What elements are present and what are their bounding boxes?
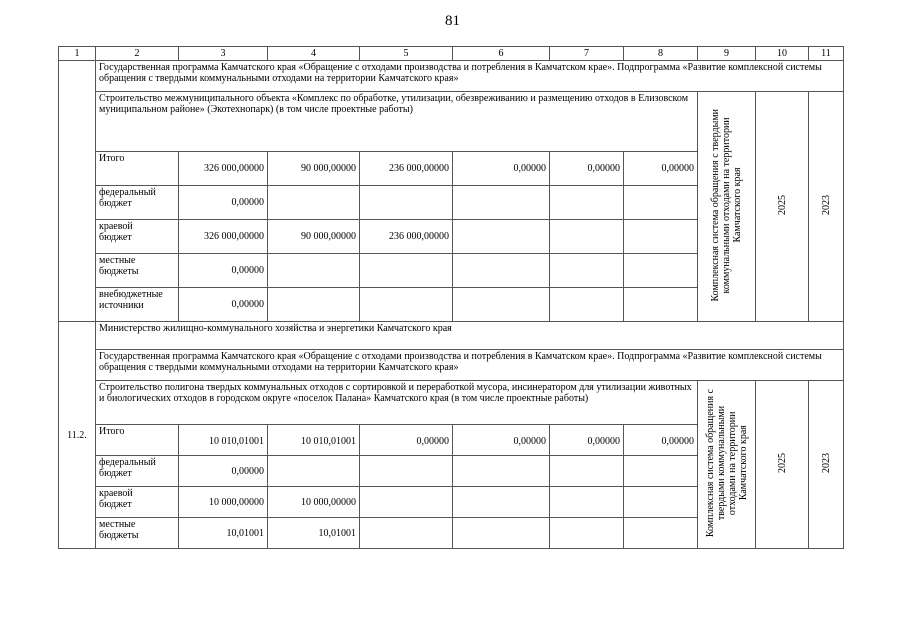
end-year-cell — [756, 92, 809, 322]
object-cell: Строительство полигона твердых коммунальных отходов с сортировкой и переработкой мусора, инсинератором для утилизации животных и биологических отходов в городском округе «поселок Палана» Камчатского края (в том числе проектные работы) — [96, 381, 698, 425]
value-cell: 10 000,00000 — [179, 487, 268, 518]
index-cell: 11.2. — [59, 322, 96, 549]
value-cell — [624, 220, 698, 254]
value-cell — [453, 186, 550, 220]
end-year-text: 2025 — [776, 453, 788, 473]
value-cell: 10 010,01001 — [268, 425, 360, 456]
header-cell: 9 — [698, 47, 756, 61]
header-cell: 11 — [809, 47, 844, 61]
row-label: краевой бюджет — [96, 487, 179, 518]
value-cell — [453, 456, 550, 487]
program-row — [59, 61, 844, 92]
row-label: Итого — [96, 152, 179, 186]
value-cell — [624, 288, 698, 322]
value-cell — [550, 254, 624, 288]
start-year-text: 2023 — [820, 195, 832, 215]
value-cell: 0,00000 — [179, 254, 268, 288]
row-label: федеральный бюджет — [96, 186, 179, 220]
value-cell: 0,00000 — [179, 288, 268, 322]
value-cell: 90 000,00000 — [268, 220, 360, 254]
value-cell — [550, 288, 624, 322]
object-row — [59, 92, 844, 152]
value-cell: 10 000,00000 — [268, 487, 360, 518]
value-cell: 0,00000 — [453, 152, 550, 186]
value-cell: 10,01001 — [268, 518, 360, 549]
value-cell — [268, 254, 360, 288]
row-label: федеральный бюджет — [96, 456, 179, 487]
value-cell: 236 000,00000 — [360, 152, 453, 186]
end-year-text: 2025 — [776, 195, 788, 215]
value-cell — [550, 487, 624, 518]
index-cell — [59, 61, 96, 322]
value-cell — [268, 288, 360, 322]
value-cell — [550, 186, 624, 220]
row-label: внебюджетные источники — [96, 288, 179, 322]
header-cell: 6 — [453, 47, 550, 61]
value-cell — [453, 288, 550, 322]
header-cell: 8 — [624, 47, 698, 61]
value-cell — [624, 186, 698, 220]
budget-table — [58, 46, 844, 549]
value-cell: 0,00000 — [453, 425, 550, 456]
value-cell: 0,00000 — [550, 152, 624, 186]
value-cell — [624, 456, 698, 487]
row-label: краевой бюджет — [96, 220, 179, 254]
value-cell: 10 010,01001 — [179, 425, 268, 456]
value-cell — [268, 186, 360, 220]
program-cell: Государственная программа Камчатского края «Обращение с отходами производства и потребления в Камчатском крае». Подпрограмма «Развитие комплексной системы обращения с твердыми коммунальными отходами на территории Камчатского края» — [96, 61, 844, 92]
value-cell — [453, 518, 550, 549]
row-label: Итого — [96, 425, 179, 456]
value-cell: 326 000,00000 — [179, 152, 268, 186]
end-year-cell — [756, 381, 809, 549]
result-cell — [698, 381, 756, 549]
value-cell — [453, 220, 550, 254]
program-cell: Государственная программа Камчатского края «Обращение с отходами производства и потребления в Камчатском крае». Подпрограмма «Развитие комплексной системы обращения с твердыми коммунальными отходами на территории Камчатского края» — [96, 350, 844, 381]
header-row — [59, 47, 844, 61]
value-cell: 326 000,00000 — [179, 220, 268, 254]
value-cell — [550, 456, 624, 487]
object-row — [59, 381, 844, 425]
result-text: Комплексная система обращения с твердыми коммунальными отходами на территории Камчатского края — [710, 108, 743, 302]
value-cell — [624, 487, 698, 518]
value-cell: 0,00000 — [179, 456, 268, 487]
value-cell — [360, 456, 453, 487]
ministry-cell: Министерство жилищно-коммунального хозяйства и энергетики Камчатского края — [96, 322, 844, 350]
value-cell — [268, 456, 360, 487]
value-cell — [550, 518, 624, 549]
result-cell — [698, 92, 756, 322]
header-cell: 1 — [59, 47, 96, 61]
value-cell: 0,00000 — [624, 152, 698, 186]
value-cell: 0,00000 — [179, 186, 268, 220]
value-cell — [550, 220, 624, 254]
header-cell: 4 — [268, 47, 360, 61]
value-cell — [360, 254, 453, 288]
start-year-text: 2023 — [820, 453, 832, 473]
value-cell: 90 000,00000 — [268, 152, 360, 186]
value-cell — [360, 518, 453, 549]
header-cell: 2 — [96, 47, 179, 61]
header-cell: 3 — [179, 47, 268, 61]
ministry-row — [59, 322, 844, 350]
object-cell: Строительство межмуниципального объекта «Комплекс по обработке, утилизации, обезвреживанию и размещению отходов в Елизовском муниципальном районе» (Экотехнопарк) (в том числе проектные работы) — [96, 92, 698, 152]
value-cell — [453, 487, 550, 518]
start-year-cell — [809, 92, 844, 322]
header-cell: 10 — [756, 47, 809, 61]
value-cell: 236 000,00000 — [360, 220, 453, 254]
row-label: местные бюджеты — [96, 518, 179, 549]
value-cell — [360, 487, 453, 518]
value-cell: 0,00000 — [550, 425, 624, 456]
page-number: 81 — [445, 13, 460, 29]
value-cell: 0,00000 — [360, 425, 453, 456]
result-text: Комплексная система обращения с твердыми коммунальными отходами на территории Камчатского края — [704, 388, 749, 538]
header-cell: 5 — [360, 47, 453, 61]
value-cell — [360, 186, 453, 220]
value-cell — [453, 254, 550, 288]
value-cell — [360, 288, 453, 322]
value-cell — [624, 518, 698, 549]
value-cell: 0,00000 — [624, 425, 698, 456]
value-cell: 10,01001 — [179, 518, 268, 549]
start-year-cell — [809, 381, 844, 549]
value-cell — [624, 254, 698, 288]
header-cell: 7 — [550, 47, 624, 61]
row-label: местные бюджеты — [96, 254, 179, 288]
program-row — [59, 350, 844, 381]
